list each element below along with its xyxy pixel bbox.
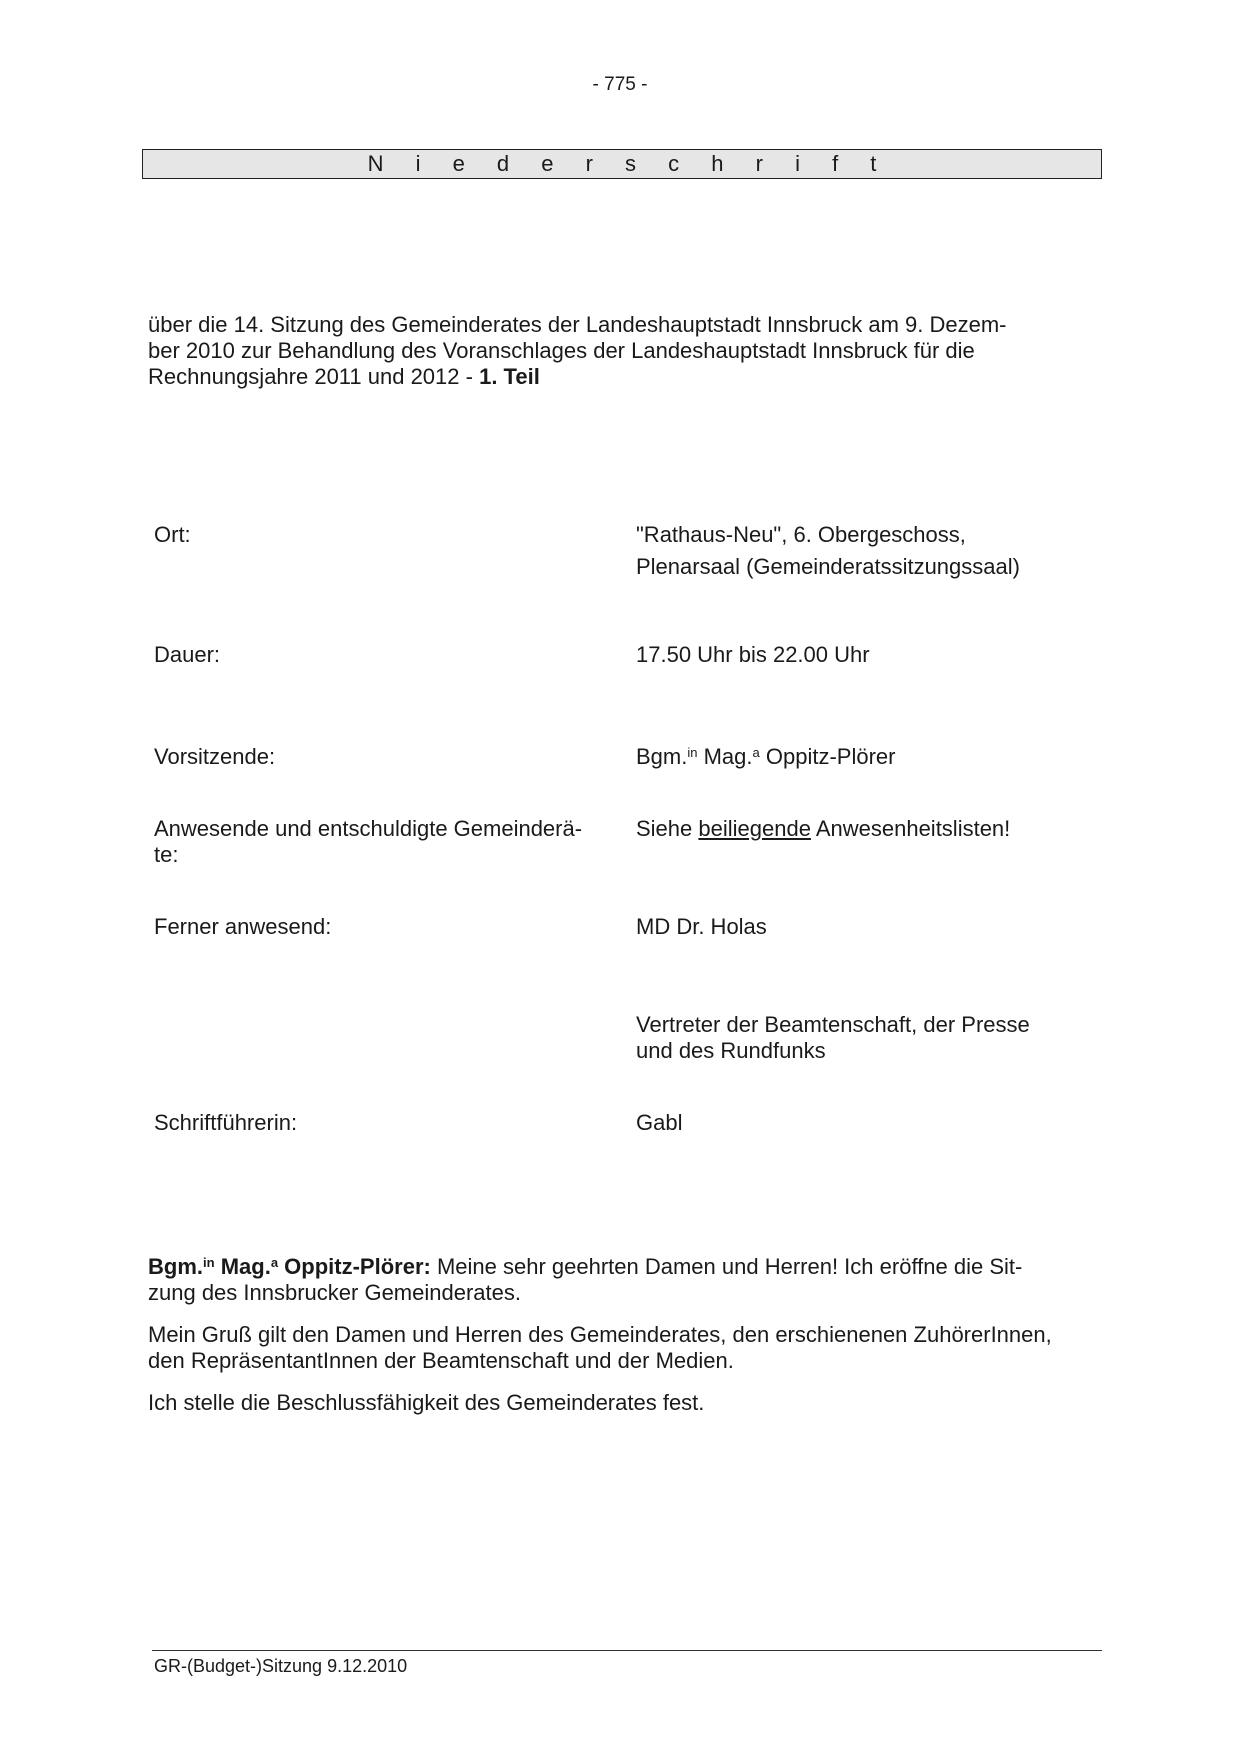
vorsitz-title-bgm-sup: in — [687, 745, 698, 760]
footer-divider — [152, 1650, 1102, 1651]
vorsitz-title-bgm: Bgm. — [636, 744, 688, 769]
speaker-title-bgm-sup: in — [203, 1255, 215, 1270]
vertreter-line: Vertreter der Beamtenschaft, der Presse — [636, 1012, 1030, 1037]
vorsitz-name: Oppitz-Plörer — [765, 744, 896, 769]
intro-line: über die 14. Sitzung des Gemeinderates der Landeshauptstadt Innsbruck am 9. Dezem- — [148, 312, 1007, 337]
anwesend-value-underlined: beiliegende — [698, 816, 811, 841]
anwesend-label-line: Anwesende und entschuldigte Gemeinderä- — [154, 816, 583, 841]
speech-paragraph-1 — [148, 1254, 1108, 1306]
speech-line: den RepräsentantInnen der Beamtenschaft und der Medien. — [148, 1348, 734, 1373]
intro-line — [148, 364, 1088, 390]
vertreter-value — [636, 1012, 1096, 1064]
ferner-value: MD Dr. Holas — [636, 914, 767, 939]
speech-text: Meine sehr geehrten Damen und Herren! Ich eröffne die Sit- — [430, 1254, 1023, 1279]
vorsitz-title-mag-sup: a — [752, 745, 760, 760]
speech-line — [148, 1254, 1108, 1280]
speaker-title-bgm: Bgm. — [148, 1254, 203, 1279]
speech-line: Ich stelle die Beschlussfähigkeit des Gemeinderates fest. — [148, 1390, 705, 1415]
schrift-label: Schriftführerin: — [154, 1110, 298, 1135]
anwesend-value-post: Anwesenheitslisten! — [810, 816, 1011, 841]
dauer-label: Dauer: — [154, 642, 221, 667]
anwesend-label-line: te: — [154, 842, 179, 867]
vorsitz-value — [636, 744, 1096, 770]
vorsitz-title-mag: Mag. — [703, 744, 753, 769]
ort-value — [636, 522, 1096, 580]
document-title: N i e d e r s c h r i f t — [142, 149, 1102, 179]
anwesend-value-pre: Siehe — [636, 816, 699, 841]
speech-line: zung des Innsbrucker Gemeinderates. — [148, 1280, 521, 1305]
speech-paragraph-3 — [148, 1390, 1108, 1416]
speaker-title-mag-sup: a — [270, 1255, 279, 1270]
intro-part-label: 1. Teil — [479, 364, 540, 389]
speaker-title-mag: Mag. — [220, 1254, 271, 1279]
footer-text: GR-(Budget-)Sitzung 9.12.2010 — [154, 1656, 408, 1676]
speech-line: Mein Gruß gilt den Damen und Herren des Gemeinderates, den erschienenen ZuhörerInnen, — [148, 1322, 1052, 1347]
dauer-value: 17.50 Uhr bis 22.00 Uhr — [636, 642, 870, 667]
ort-label: Ort: — [154, 522, 191, 547]
ort-value-line: "Rathaus-Neu", 6. Obergeschoss, — [636, 522, 966, 547]
speaker-name: Oppitz-Plörer: — [284, 1254, 431, 1279]
ort-value-line: Plenarsaal (Gemeinderatssitzungssaal) — [636, 554, 1020, 579]
anwesend-label — [154, 816, 614, 868]
page-number: - 775 - — [592, 74, 648, 95]
anwesend-value — [636, 816, 1096, 842]
schrift-value: Gabl — [636, 1110, 683, 1135]
speech-paragraph-2 — [148, 1322, 1108, 1374]
ferner-label: Ferner anwesend: — [154, 914, 332, 939]
vorsitz-label: Vorsitzende: — [154, 744, 276, 769]
vertreter-line: und des Rundfunks — [636, 1038, 826, 1063]
intro-line-text: Rechnungsjahre 2011 und 2012 - — [148, 364, 480, 389]
intro-paragraph — [148, 312, 1088, 390]
intro-line: ber 2010 zur Behandlung des Voranschlages der Landeshauptstadt Innsbruck für die — [148, 338, 975, 363]
